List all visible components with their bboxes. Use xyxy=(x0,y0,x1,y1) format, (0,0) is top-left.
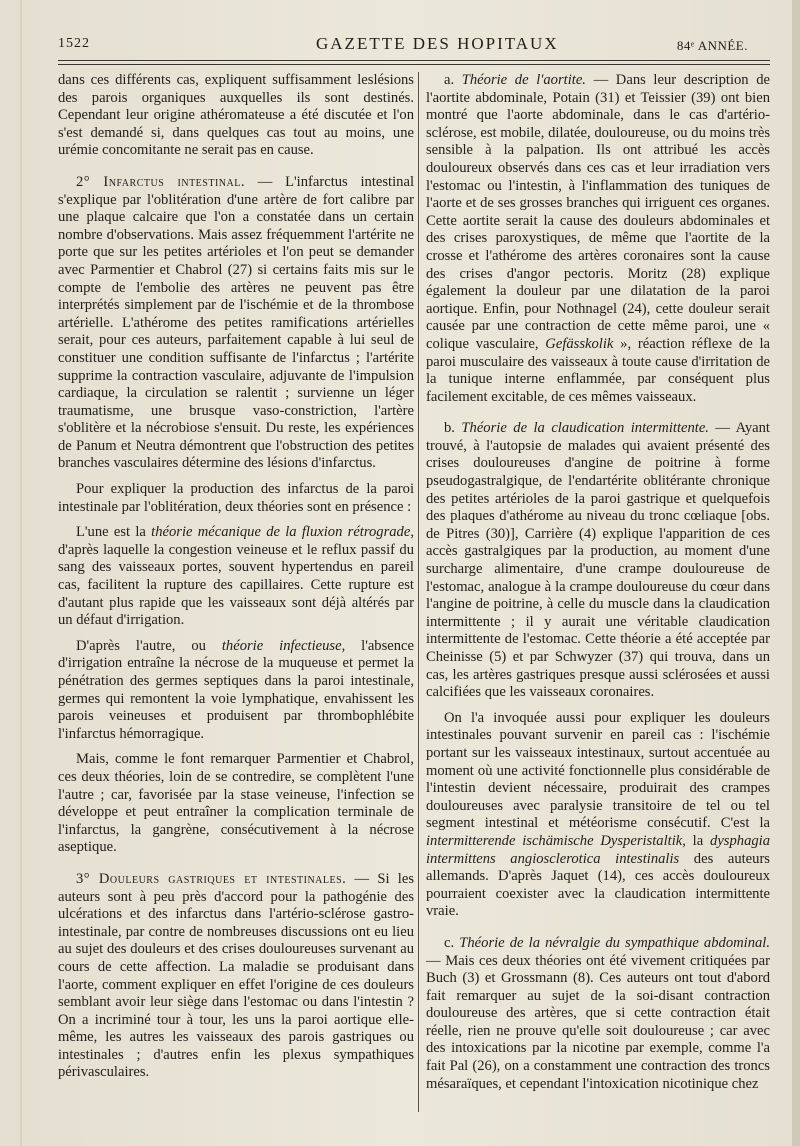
paragraph-text: c. xyxy=(444,934,460,951)
section-heading: 3° Douleurs gastriques et intestinales. xyxy=(76,870,347,887)
paragraph: Pour expliquer la production des infarctus de la paroi intestinale par l'oblitération, deux théories sont en présence : xyxy=(58,481,414,515)
page-edge xyxy=(792,0,800,1146)
paragraph-text: D'après l'autre, ou xyxy=(76,637,222,654)
italic-term: Théorie de la claudication intermittente. xyxy=(461,420,709,437)
paragraph-theory-a xyxy=(426,72,770,406)
paragraph xyxy=(426,710,770,921)
paragraph-theory-c xyxy=(426,935,770,1093)
paragraph: dans ces différents cas, expliquent suffisamment leslésions des parois organiques auxquelles ils sont destinés. Cependant leur origine athéromateuse a été discutée et l'on s'est demandé si, dans quelques cas tout au moins, une urémie concomitante ne serait pas en cause. xyxy=(58,72,414,159)
paragraph xyxy=(58,638,414,744)
right-column xyxy=(426,72,770,1101)
section-heading: 2° Infarctus intestinal. xyxy=(76,173,245,190)
paragraph: Mais, comme le font remarquer Parmentier et Chabrol, ces deux théories, loin de se contredire, se complètent l'une l'autre ; car, favorisée par la stase veineuse, l'infection se développe et peut entraîner la complication terminale de l'infarctus, la gangrène, consécutivement à la nécrose aseptique. xyxy=(58,751,414,856)
paragraph-text: des auteurs allemands. D'après Jaquet (14), ces accès douloureux pourraient coexister avec la claudication intermittente vraie. xyxy=(426,850,770,920)
section-paragraph-infarctus xyxy=(58,174,414,473)
italic-term: théorie mécanique de la fluxion rétrograde xyxy=(151,524,411,541)
italic-term: dysphagia intermittens angiosclerotica intestinalis xyxy=(426,832,771,867)
italic-term: Gefässkolik xyxy=(545,335,614,352)
paragraph xyxy=(58,524,414,630)
paragraph-text: », réaction réflexe de la paroi musculaire des vaisseaux à toute cause d'irritation de la tunique interne enflammée, par conséquent plus facilement excitable, de ces mêmes vaisseaux. xyxy=(426,335,770,405)
italic-term: théorie infectieuse xyxy=(221,637,342,654)
left-column xyxy=(58,72,414,1090)
paragraph-text: — Dans leur description de l'aortite abdominale, Potain (31) et Teissier (39) ont bien montré que l'aorte abdominale, dans le cas d'artério-sclérose, est mobile, dilatée, douloureuse, ou du moins très sensible à la palpation. Ils ont attribué les accès douloureux observés dans ces cas et leur irradiation vers l'estomac ou l'intestin, à l'inflammation des tuniques de l'aorte et de ses grosses branches qui irriguent ces organes. Cette aortite serait la cause des douleurs abdominales et des crises paroxystiques, de même que l'aortite de la crosse et l'athérome des artères coronaires sont la cause des crises d'angor pectoris. Moritz (28) explique également la douleur par une dilatation de la paroi aortique. Enfin, pour Nothnagel (24), cette douleur serait causée par une contraction de cette même paroi, une « colique vasculaire, xyxy=(426,72,771,352)
header-rule-bottom xyxy=(58,64,770,65)
italic-term: intermitterende ischämische Dysperistaltik xyxy=(426,832,683,849)
paragraph-theory-b xyxy=(426,420,770,702)
column-divider xyxy=(418,72,419,1112)
paragraph-text: a. xyxy=(444,72,462,88)
section-paragraph-douleurs xyxy=(58,871,414,1082)
paragraph-text: On l'a invoquée aussi pour expliquer les douleurs intestinales pouvant survenir en pareil cas : l'ischémie portant sur les vaisseaux intestinaux, surtout accentuée au moment où une activité fonctionnelle plus considérable de l'intestin devient nécessaire, produirait des crampes douloureuses avec paralysie transitoire de tel ou tel segment intestinal et météorisme consécutif. C'est la xyxy=(426,709,770,832)
paragraph-text: , l'absence d'irrigation entraîne la nécrose de la muqueuse et permet la pénétration des germes septiques dans la paroi intestinale, germes qui remontent la voie lymphatique, envahissent les parois veineuses et produisent par thrombophlébite l'infarctus hémorragique. xyxy=(58,637,415,742)
year-label: 84ᵉ ANNÉE. xyxy=(676,38,748,53)
paragraph-text: , la xyxy=(682,832,711,849)
page-number: 1522 xyxy=(58,36,90,51)
paragraph-text: — L'infarctus intestinal s'explique par l'oblitération d'une artère de fort calibre par une plaque calcaire que l'on a constatée dans un certain nombre d'observations. Mais assez fréquemment l'artérite ne porte que sur les petites artérioles et l'on peut se demander avec Parmentier et Chabrol (27) si certains faits mis sur le compte de l'embolie des artères ne peuvent pas être interprétés simplement par de l'ischémie et de la thrombose artérielle. L'athérome des petites ramifications artérielles serait, pour ces auteurs, parfaitement capable à lui seul de constituer une condition suffisante de l'infarctus ; l'artérite supprime la contraction vasculaire, adjuvante de l'impulsion cardiaque, la circulation se ralentit ; survienne un léger traumatisme, une brusque vaso-constriction, l'artère s'oblitère et la nécrobiose s'ensuit. Du reste, les expériences de Panum et Neutra démontrent que l'obstruction des petites branches vasculaires détermine des lésions d'infarctus. xyxy=(58,173,414,472)
paragraph-text: — Ayant trouvé, à l'autopsie de malades qui avaient présenté des crises douloureuses d'angine de poitrine à forme pseudogastralgique, de l'endartérite oblitérante chronique des petites artérioles de la paroi gastrique et quelquefois des plaques d'athérome au niveau du tronc cœliaque [obs. de Pitres (30)], Carrière (4) explique l'apparition de ces accès gastralgiques par la production, au moment d'une surcharge alimentaire, d'une crampe douloureuse de l'estomac, analogue à la crampe douloureuse du cœur dans l'angine de poitrine, à celle du muscle dans la claudication intermittente ; il y aurait une véritable claudication intermittente de l'estomac. Cette théorie a été acceptée par Cheinisse (5) et par Schwyzer (37) qui trouva, dans un cas, les artères gastriques presque aussi sclérosées et aussi calcifiées que les vaisseaux coronaires. xyxy=(426,420,770,701)
paragraph-text: b. xyxy=(444,420,462,437)
italic-term: Théorie de l'aortite. xyxy=(461,72,586,88)
italic-term: Théorie de la névralgie du sympathique abdominal. xyxy=(459,934,771,951)
header-rule-top xyxy=(58,60,770,61)
page-fold-shadow xyxy=(20,0,22,1146)
running-header xyxy=(58,34,790,58)
paragraph-text: L'une est la xyxy=(76,524,152,541)
journal-title: GAZETTE DES HOPITAUX xyxy=(316,34,559,53)
paragraph-text: — Si les auteurs sont à peu près d'accord pour la pathogénie des ulcérations et des infarctus dans l'artério-sclérose gastro-intestinale, par contre de nombreuses discussions ont eu lieu au sujet des douleurs et des crises douloureuses survenant au cours de cette affection. La maladie se produisant dans l'aorte, comment expliquer en effet l'origine de ces douleurs semblant avoir leur siège dans l'estomac ou dans l'intestin ? On a incriminé tour à tour, les uns la paroi aortique elle-même, les autres les vaisseaux des parois gastriques ou intestinales ; d'autres enfin les plexus sympathiques périvasculaires. xyxy=(58,870,414,1081)
paragraph-text: — Mais ces deux théories ont été vivement critiquées par Buch (3) et Grossmann (8). Ces auteurs ont tout d'abord fait remarquer au sujet de la soi-disant contraction douloureuse des artères, que si cette contraction était réelle, rien ne prouve qu'elle soit douloureuse ; car avec des intoxications par la nicotine par exemple, comme l'a fait Pal (26), on a constamment une contraction des troncs mésaraïques, et cependant l'intoxication nicotinique chez xyxy=(426,952,770,1092)
paragraph-text: , d'après laquelle la congestion veineuse et le reflux passif du sang des vaisseaux portes, souvent hypertendus en pareil cas, facilitent la rupture des capillaires. Cette rupture est d'autant plus rapide que les vaisseaux sont déjà altérés par un défaut d'irrigation. xyxy=(58,524,414,629)
